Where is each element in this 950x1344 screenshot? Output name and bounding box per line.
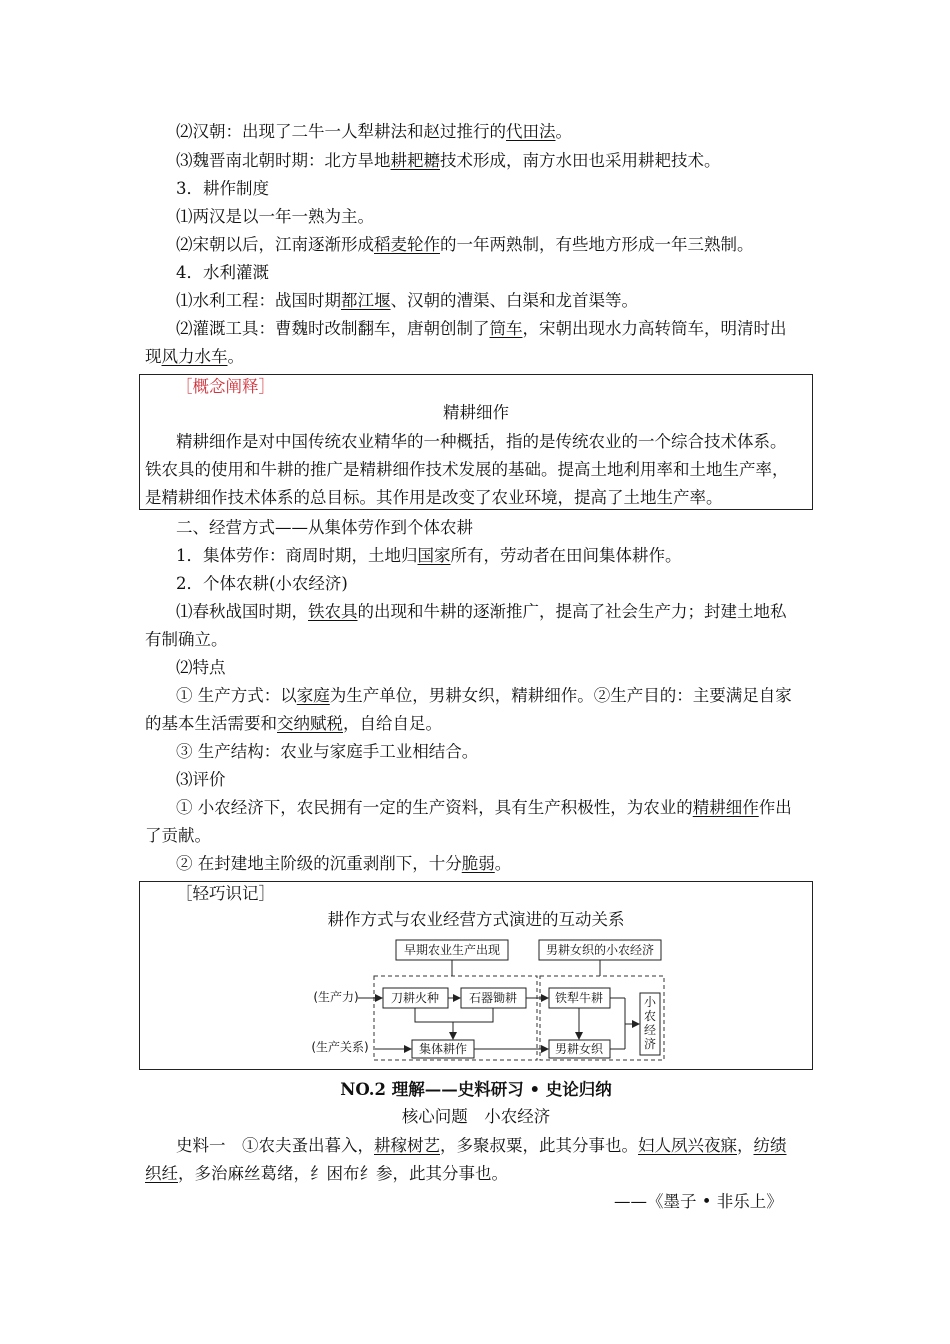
key-term: 铁农具 — [308, 602, 358, 621]
key-term: 家庭 — [296, 686, 330, 705]
farming-system-heading: 3．耕作制度 — [176, 179, 269, 198]
section2-heading: 二、经营方式——从集体劳作到个体农耕 — [176, 518, 473, 537]
key-term: 精耕细作 — [692, 798, 759, 817]
concept-line: 精耕细作是对中国传统农业精华的一种概括，指的是传统农业的一个综合技术体系。 — [176, 432, 787, 451]
vertical-char: 经 — [643, 1023, 657, 1037]
small-economy-label: 男耕女织的小农经济 — [545, 943, 655, 957]
key-term: 织纴 — [145, 1164, 178, 1183]
vertical-char: 济 — [643, 1037, 657, 1051]
memory-tag: ［轻巧识记］ — [176, 884, 275, 903]
bracket-line — [415, 1008, 493, 1022]
section2-item2: 2．个体农耕(小农经济) — [176, 574, 348, 593]
eval2: ② 在封建地主阶级的沉重剥削下，十分脆弱。 — [176, 854, 512, 873]
stone-hoe-label: 石器锄耕 — [468, 991, 518, 1005]
early-agriculture-label: 早期农业生产出现 — [403, 943, 501, 957]
iron-ox-label: 铁犁牛耕 — [554, 991, 604, 1005]
productivity-label: (生产力) — [313, 990, 359, 1004]
section2-sub3: ⑶评价 — [176, 770, 226, 789]
eval1-line2: 了贡献。 — [145, 826, 211, 845]
key-term: 妇人夙兴夜寐 — [638, 1136, 737, 1155]
key-term: 耕稼树艺 — [374, 1136, 440, 1155]
feature1-line1: ① 生产方式：以家庭为生产单位，男耕女织，精耕细作。②生产目的：主要满足自家 — [176, 686, 792, 705]
concept-line: 铁农具的使用和牛耕的推广是精耕细作技术发展的基础。提高土地利用率和土地生产率， — [145, 460, 789, 479]
irrigation-item2-line1: ⑵灌溉工具：曹魏时改制翻车，唐朝创制了筒车，宋朝出现水力高转筒车，明清时出 — [176, 319, 787, 338]
slash-burn-label: 刀耕火种 — [390, 991, 440, 1005]
citation: ——《墨子 • 非乐上》 — [614, 1192, 783, 1211]
key-term: 都江堰 — [341, 291, 391, 310]
eval1-line1: ① 小农经济下，农民拥有一定的生产资料，具有生产积极性，为农业的精耕细作作出 — [176, 798, 792, 817]
farming-system-item2: ⑵宋朝以后，江南逐渐形成稻麦轮作的一年两熟制，有些地方形成一年三熟制。 — [176, 235, 754, 254]
key-term: 风力水车 — [161, 347, 228, 366]
source-line2: 织纴，多治麻丝葛绪，纟困布纟参，此其分事也。 — [145, 1164, 508, 1183]
men-women-label: 男耕女织 — [554, 1042, 604, 1056]
concept-title: 精耕细作 — [443, 403, 509, 422]
concept-tag: ［概念阐释］ — [176, 377, 275, 396]
key-term: 筒车 — [489, 319, 523, 338]
part2-heading: NO.2 理解——史料研习 • 史论归纳 — [340, 1080, 612, 1099]
irrigation-item1: ⑴水利工程：战国时期都江堰、汉朝的漕渠、白渠和龙首渠等。 — [176, 291, 638, 310]
key-term: 脆弱 — [461, 854, 495, 873]
collective-label: 集体耕作 — [418, 1042, 468, 1056]
han-dynasty-line: ⑵汉朝：出现了二牛一人犁耕法和赵过推行的代田法。 — [176, 122, 572, 141]
section2-sub1-line2: 有制确立。 — [145, 630, 228, 649]
vertical-char: 小 — [643, 995, 657, 1009]
feature3: ③ 生产结构：农业与家庭手工业相结合。 — [176, 742, 479, 761]
key-term: 代田法 — [506, 122, 556, 141]
wei-jin-line: ⑶魏晋南北朝时期：北方旱地耕耙耱技术形成，南方水田也采用耕耙技术。 — [176, 151, 721, 170]
source-line1: 史料一 ①农夫蚤出暮入，耕稼树艺，多聚叔粟，此其分事也。妇人夙兴夜寐，纺绩 — [176, 1136, 787, 1155]
key-term: 交纳赋税 — [277, 714, 343, 733]
core-question: 核心问题 小农经济 — [401, 1107, 551, 1126]
irrigation-item2-line2: 现风力水车。 — [145, 347, 244, 366]
vertical-char: 农 — [643, 1009, 657, 1023]
key-term: 国家 — [417, 546, 451, 565]
key-term: 稻麦轮作 — [374, 235, 440, 254]
memory-title: 耕作方式与农业经营方式演进的互动关系 — [327, 910, 625, 929]
feature1-line2: 的基本生活需要和交纳赋税，自给自足。 — [145, 714, 442, 733]
concept-line: 是精耕细作技术体系的总目标。其作用是改变了农业环境，提高了土地生产率。 — [145, 488, 723, 507]
relations-label: (生产关系) — [311, 1040, 369, 1054]
key-term: 纺绩 — [753, 1136, 787, 1155]
farming-system-item1: ⑴两汉是以一年一熟为主。 — [176, 207, 374, 226]
key-term: 耕耙耱 — [390, 151, 440, 170]
irrigation-heading: 4．水利灌溉 — [176, 263, 269, 282]
section2-sub2: ⑵特点 — [176, 658, 226, 677]
section2-sub1-line1: ⑴春秋战国时期，铁农具的出现和牛耕的逐渐推广，提高了社会生产力；封建土地私 — [176, 602, 787, 621]
section2-item1: 1．集体劳作：商周时期，土地归国家所有，劳动者在田间集体耕作。 — [176, 546, 682, 565]
